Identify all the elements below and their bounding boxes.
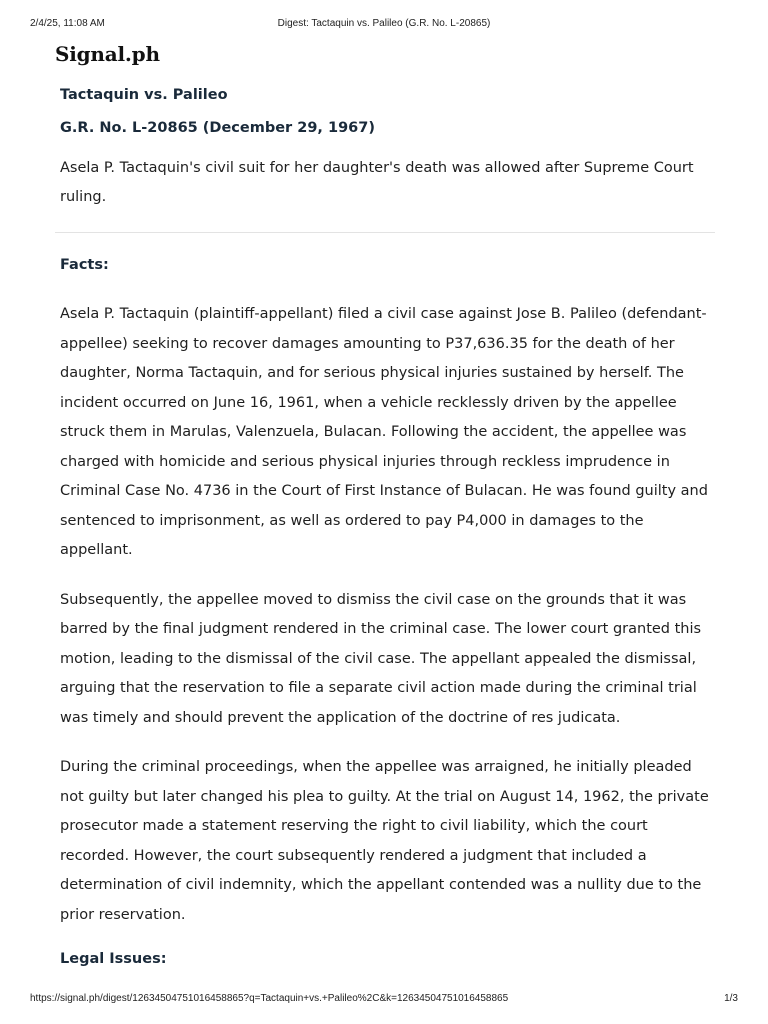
legal-issues-heading: Legal Issues: <box>60 951 167 967</box>
case-title: Tactaquin vs. Palileo <box>60 87 228 103</box>
facts-paragraph: During the criminal proceedings, when the appellee was arraigned, he initially pleaded not guilty but later changed his plea to guilty. At the trial on August 14, 1962, the private prosecutor made a statement reserving the right to civil liability, which the court recorded. However, the court subsequently rendered a judgment that included a determination of civil indemnity, which the appellant contended was a nullity due to the prior reservation. <box>60 759 709 923</box>
print-header-title: Digest: Tactaquin vs. Palileo (G.R. No. L-20865) <box>277 18 491 29</box>
case-number-date: G.R. No. L-20865 (December 29, 1967) <box>60 120 375 136</box>
page-number: 1/3 <box>724 993 738 1004</box>
facts-section <box>60 254 720 970</box>
print-header-datetime: 2/4/25, 11:08 AM <box>30 18 105 29</box>
case-summary: Asela P. Tactaquin's civil suit for her daughter's death was allowed after Supreme Court ruling. <box>60 160 694 205</box>
site-logo[interactable]: Signal.ph <box>55 42 160 66</box>
facts-paragraph: Asela P. Tactaquin (plaintiff-appellant) filed a civil case against Jose B. Palileo (defendant-appellee) seeking to recover damages amounting to P37,636.35 for the death of her daughter, Norma Tactaquin, and for serious physical injuries sustained by herself. The incident occurred on June 16, 1961, when a vehicle recklessly driven by the appellee struck them in Marulas, Valenzuela, Bulacan. Following the accident, the appellee was charged with homicide and serious physical injuries through reckless imprudence in Criminal Case No. 4736 in the Court of First Instance of Bulacan. He was found guilty and sentenced to imprisonment, as well as ordered to pay P4,000 in damages to the appellant. <box>60 306 708 558</box>
section-divider <box>55 232 715 233</box>
article-header <box>60 84 720 212</box>
print-header <box>30 18 738 32</box>
page-url: https://signal.ph/digest/12634504751016458865?q=Tactaquin+vs.+Palileo%2C&k=12634504751016458865 <box>30 993 509 1004</box>
facts-heading: Facts: <box>60 257 109 273</box>
facts-paragraph: Subsequently, the appellee moved to dismiss the civil case on the grounds that it was barred by the final judgment rendered in the criminal case. The lower court granted this motion, leading to the dismissal of the civil case. The appellant appealed the dismissal, arguing that the reservation to file a separate civil action made during the criminal trial was timely and should prevent the application of the doctrine of res judicata. <box>60 591 702 726</box>
print-footer <box>30 993 738 1007</box>
